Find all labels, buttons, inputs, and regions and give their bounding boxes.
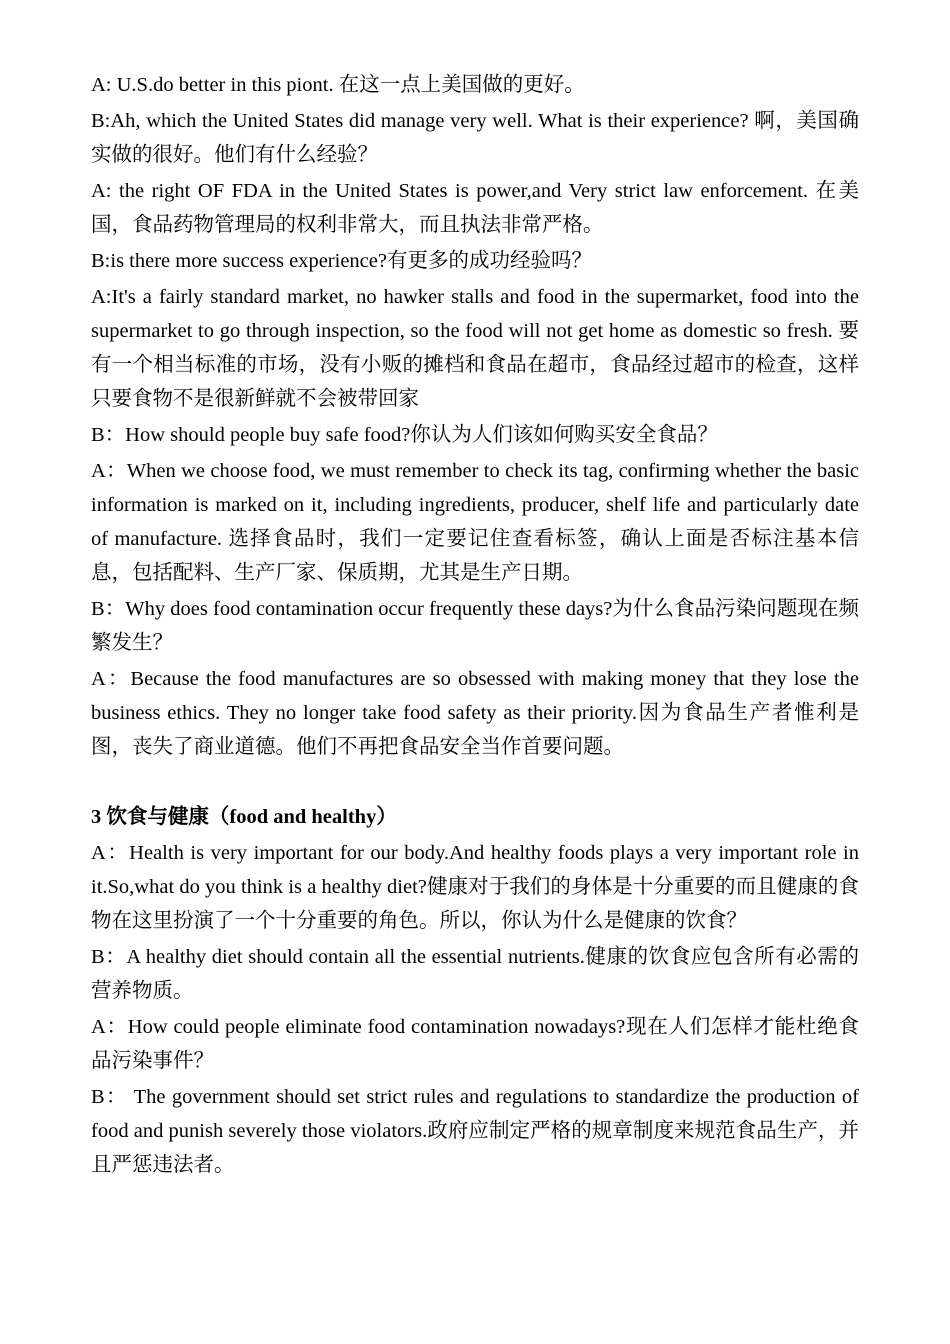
dialogue-line: A：How could people eliminate food contamination nowadays?现在人们怎样才能杜绝食品污染事件？: [91, 1016, 859, 1072]
section-heading: 3 饮食与健康（food and healthy）: [91, 806, 397, 828]
dialogue-line: B：A healthy diet should contain all the essential nutrients.健康的饮食应包含所有必需的营养物质。: [91, 946, 859, 1002]
dialogue-line: A：Health is very important for our body.And healthy foods plays a very important role in it.So,what do you think is a healthy diet?健康对于我们的身体是十分重要的而且健康的食物在这里扮演了一个十分重要的角色。所以，你认为什么是健康的饮食？: [91, 842, 859, 932]
dialogue-line: B：Why does food contamination occur frequently these days?为什么食品污染问题现在频繁发生？: [91, 598, 859, 654]
dialogue-line: B：How should people buy safe food?你认为人们该如何购买安全食品？: [91, 424, 718, 446]
dialogue-line: B： The government should set strict rules and regulations to standardize the production of food and punish severely those violators.政府应制定严格的规章制度来规范食品生产，并且严惩违法者。: [91, 1086, 859, 1176]
dialogue-line: A: the right OF FDA in the United States is power,and Very strict law enforcement. 在美国，食品药物管理局的权利非常大，而且执法非常严格。: [91, 180, 859, 236]
dialogue-line: A：When we choose food, we must remember to check its tag, confirming whether the basic information is marked on it, including ingredients, producer, shelf life and particularly date of manufacture. 选择食品时，我们一定要记住查看标签，确认上面是否标注基本信息，包括配料、生产厂家、保质期，尤其是生产日期。: [91, 460, 859, 584]
document-body: [91, 68, 859, 1182]
dialogue-line: A:It's a fairly standard market, no hawker stalls and food in the supermarket, food into the supermarket to go through inspection, so the food will not get home as domestic so fresh. 要有一个相当标准的市场，没有小贩的摊档和食品在超市，食品经过超市的检查，这样只要食物不是很新鲜就不会被带回家: [91, 286, 859, 410]
dialogue-line: A: U.S.do better in this piont. 在这一点上美国做的更好。: [91, 74, 585, 96]
dialogue-line: B:Ah, which the United States did manage very well. What is their experience? 啊，美国确实做的很好。他们有什么经验？: [91, 110, 859, 166]
dialogue-line: B:is there more success experience?有更多的成功经验吗？: [91, 250, 592, 272]
dialogue-line: A：Because the food manufactures are so obsessed with making money that they lose the business ethics. They no longer take food safety as their priority.因为食品生产者惟利是图，丧失了商业道德。他们不再把食品安全当作首要问题。: [91, 668, 859, 758]
paragraph-gap: [91, 764, 859, 800]
